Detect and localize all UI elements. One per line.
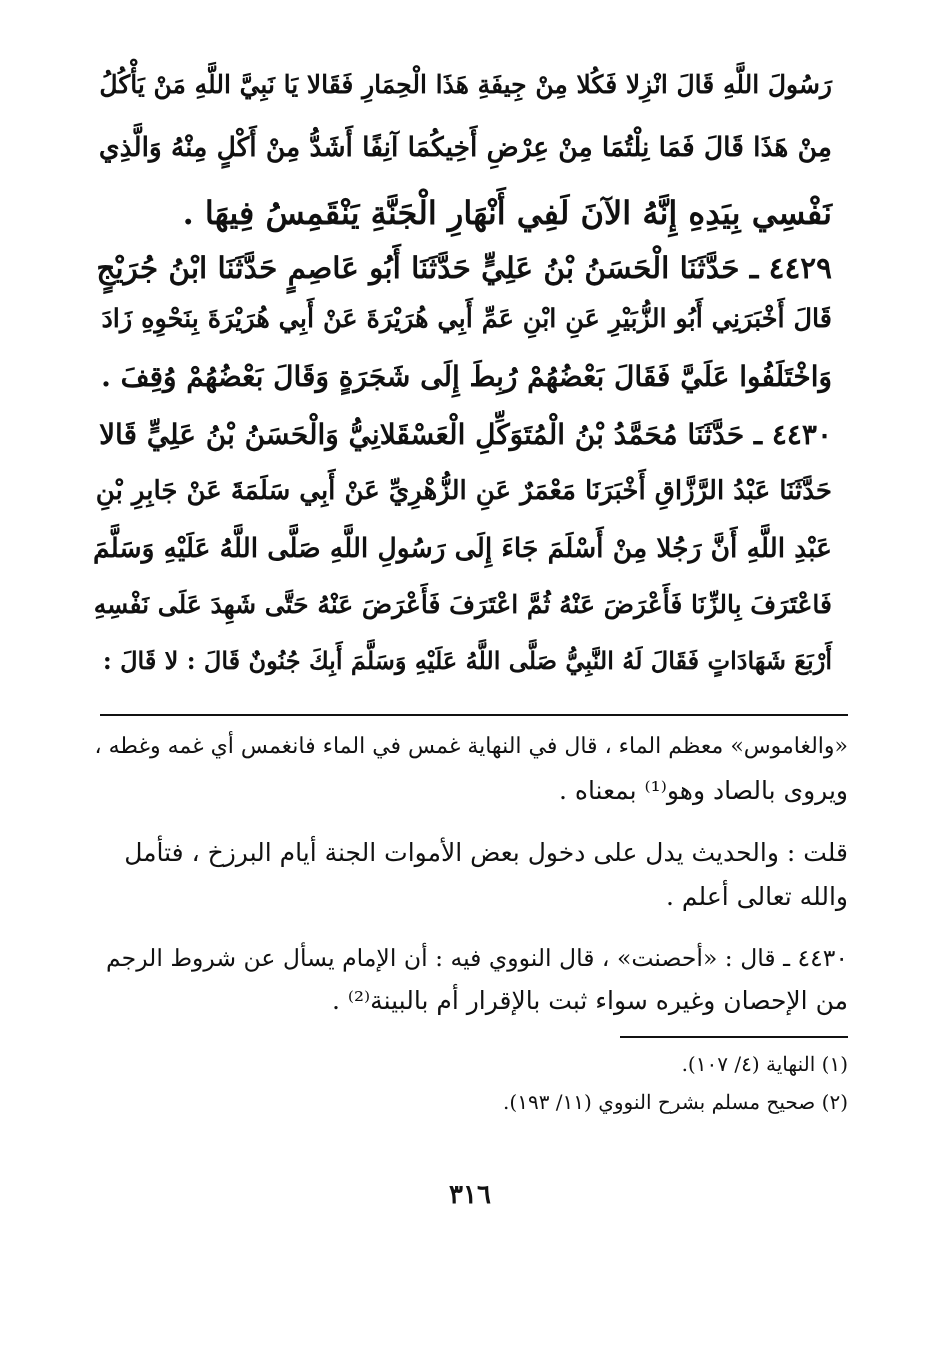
main-line: عَبْدِ اللَّهِ أَنَّ رَجُلا مِنْ أَسْلَمَ جَاءَ إِلَى رَسُولِ اللَّهِ صَلَّى اللَّهُ عَلَيْهِ وَسَلَّمَ	[92, 533, 832, 564]
main-line: قَالَ أَخْبَرَنِي أَبُو الزُّبَيْرِ عَنِ ابْنِ عَمِّ أَبِي هُرَيْرَةَ عَنْ أَبِي هُرَيْرَةَ بِنَحْوِهِ زَادَ	[101, 304, 832, 334]
main-line: وَاخْتَلَفُوا عَلَيَّ فَقَالَ بَعْضُهُمْ رُبِطَ إِلَى شَجَرَةٍ وَقَالَ بَعْضُهُمْ وُقِفَ .	[101, 360, 832, 393]
commentary-line: «والغاموس» معظم الماء ، قال في النهاية غمس في الماء فانغمس أي غمه وغطه ،	[94, 734, 848, 759]
page-number: ٣١٦	[449, 1180, 491, 1210]
footnote-1: (١) النهاية (٤/ ١٠٧).	[681, 1052, 848, 1076]
footnote-separator-rule	[620, 1036, 848, 1038]
commentary-line: ويروى بالصاد وهو⁽¹⁾ بمعناه .	[558, 776, 848, 805]
commentary-line: ٤٤٣٠ ـ قال : «أحصنت» ، قال النووي فيه : أن الإمام يسأل عن شروط الرجم	[106, 944, 848, 972]
footnote-2: (٢) صحيح مسلم بشرح النووي (١١/ ١٩٣).	[503, 1090, 848, 1114]
main-line: حَدَّثَنَا عَبْدُ الرَّزَّاقِ أَخْبَرَنَا مَعْمَرٌ عَنِ الزُّهْرِيِّ عَنْ أَبِي سَلَمَةَ عَنْ جَابِرِ بْنِ	[95, 476, 832, 506]
main-line: رَسُولَ اللَّهِ قَالَ انْزِلا فَكُلا مِنْ جِيفَةِ هَذَا الْحِمَارِ فَقَالا يَا نَبِيَّ اللَّهِ مَنْ يَأْكُلُ	[99, 70, 832, 99]
main-line: أَرْبَعَ شَهَادَاتٍ فَقَالَ لَهُ النَّبِيُّ صَلَّى اللَّهُ عَلَيْهِ وَسَلَّمَ أَبِكَ جُنُونٌ قَالَ : لا قَالَ :	[102, 646, 832, 675]
hadith-4429-line: ٤٤٢٩ ـ حَدَّثَنَا الْحَسَنُ بْنُ عَلِيٍّ حَدَّثَنَا أَبُو عَاصِمٍ حَدَّثَنَا ابْنُ جُرَيْجٍ	[96, 250, 832, 285]
commentary-line: قلت : والحديث يدل على دخول بعض الأموات الجنة أيام البرزخ ، فتأمل	[124, 838, 848, 867]
commentary-line: والله تعالى أعلم .	[666, 882, 848, 911]
hadith-4430-line: ٤٤٣٠ ـ حَدَّثَنَا مُحَمَّدُ بْنُ الْمُتَوَكِّلِ الْعَسْقَلانِيُّ وَالْحَسَنُ بْنُ عَلِيٍّ قَالا	[99, 418, 832, 451]
main-line: مِنْ هَذَا قَالَ فَمَا نِلْتُمَا مِنْ عِرْضِ أَخِيكُمَا آنِفًا أَشَدُّ مِنْ أَكْلٍ مِنْهُ وَالَّذِي	[98, 132, 832, 163]
main-line: نَفْسِي بِيَدِهِ إِنَّهُ الآنَ لَفِي أَنْهَارِ الْجَنَّةِ يَنْقَمِسُ فِيهَا .	[182, 194, 832, 232]
commentary-line: من الإحصان وغيره سواء ثبت بالإقرار أم بالبينة⁽²⁾ .	[331, 986, 848, 1015]
main-separator-rule	[100, 714, 848, 716]
main-line: فَاعْتَرَفَ بِالزِّنَا فَأَعْرَضَ عَنْهُ ثُمَّ اعْتَرَفَ فَأَعْرَضَ عَنْهُ حَتَّى شَهِدَ عَلَى نَفْسِهِ	[93, 590, 832, 619]
